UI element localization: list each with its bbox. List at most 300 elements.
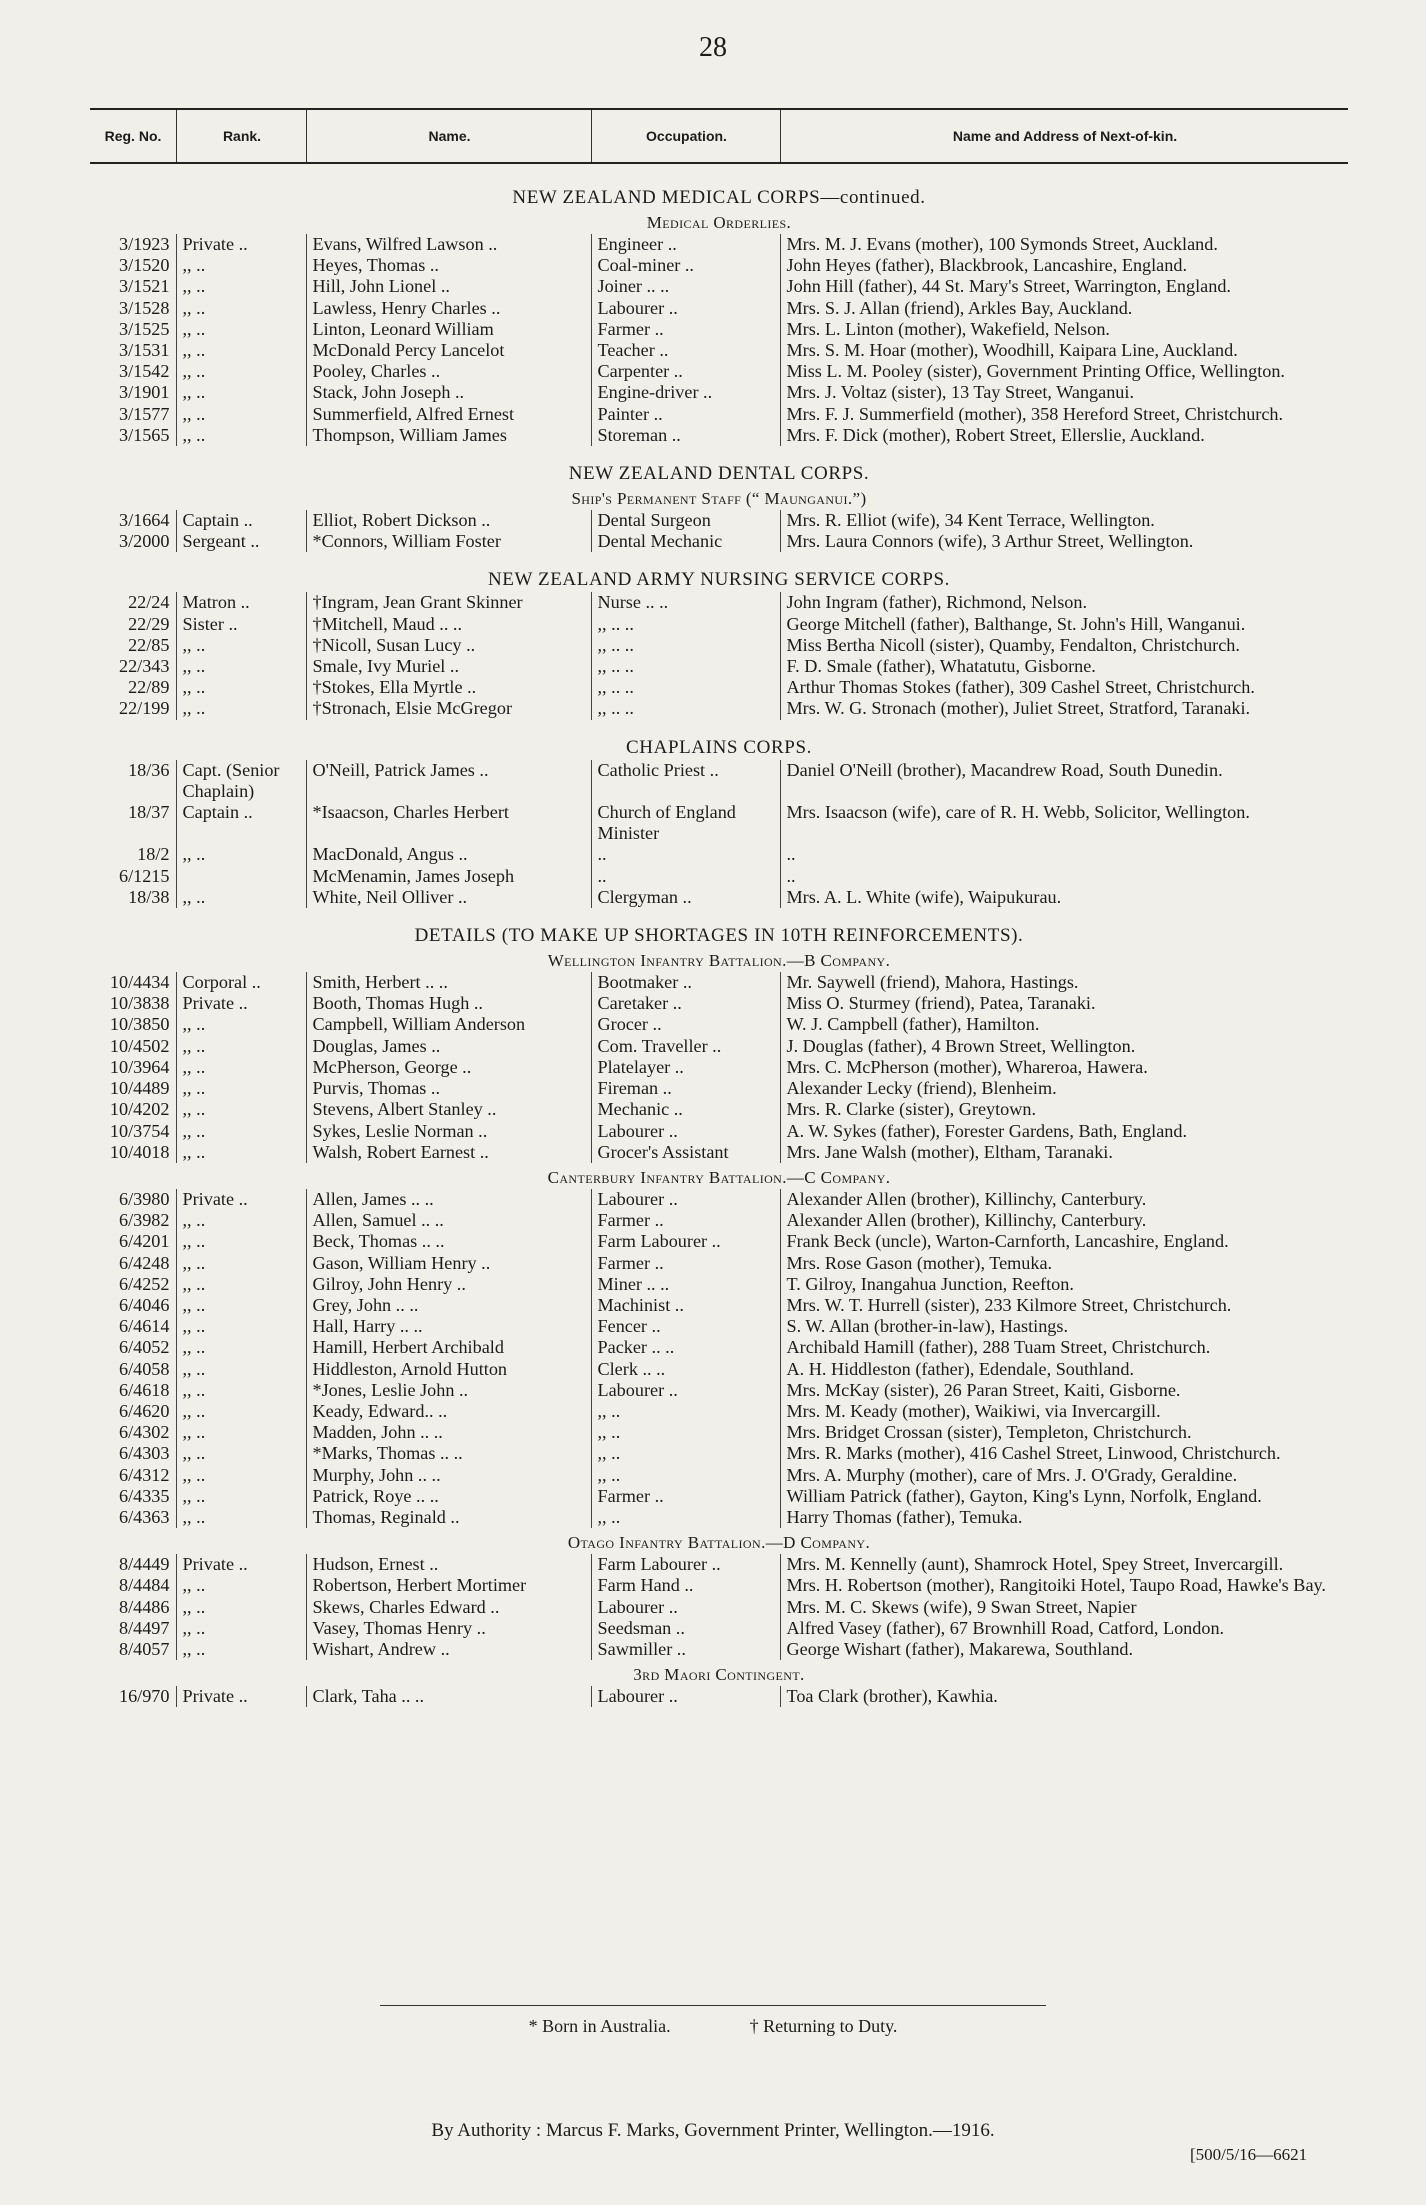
reg-no-cell: 8/4486 bbox=[118, 1596, 170, 1617]
rank-cell: ,, .. bbox=[176, 404, 306, 425]
name-cell: Keady, Edward.. .. bbox=[306, 1401, 591, 1422]
rank-cell: ,, .. bbox=[176, 1099, 306, 1120]
next-of-kin-cell: Mrs. W. G. Stronach (mother), Juliet Street, Stratford, Taranaki. bbox=[780, 698, 1348, 719]
reg-no-cell: 10/4489 bbox=[109, 1078, 170, 1099]
rank-cell bbox=[176, 866, 306, 887]
occupation-cell: Farm Hand .. bbox=[591, 1575, 780, 1596]
section-title: DETAILS (TO MAKE UP SHORTAGES IN 10TH REINFORCEMENTS). bbox=[414, 925, 1024, 947]
next-of-kin-cell: Mrs. Jane Walsh (mother), Eltham, Taranaki. bbox=[780, 1142, 1348, 1163]
section-title: CHAPLAINS CORPS. bbox=[626, 736, 812, 758]
header-rank: Rank. bbox=[176, 110, 307, 162]
next-of-kin-cell: S. W. Allan (brother-in-law), Hastings. bbox=[780, 1316, 1348, 1337]
table-row bbox=[90, 1337, 1348, 1358]
table-row bbox=[90, 1231, 1348, 1252]
roll-section bbox=[90, 186, 1348, 446]
header-next-of-kin: Name and Address of Next-of-kin. bbox=[780, 110, 1349, 162]
roll-table bbox=[90, 972, 1348, 1163]
reg-no-cell: 18/36 bbox=[128, 759, 170, 780]
table-row bbox=[90, 1078, 1348, 1099]
rank-cell: Private .. bbox=[176, 993, 306, 1014]
reg-no-cell: 10/3850 bbox=[109, 1014, 170, 1035]
reg-no-cell: 6/4046 bbox=[118, 1294, 170, 1315]
occupation-cell: Church of England Minister bbox=[591, 802, 780, 844]
name-cell: Hall, Harry .. .. bbox=[306, 1316, 591, 1337]
next-of-kin-cell: Mrs. A. L. White (wife), Waipukurau. bbox=[780, 887, 1348, 908]
occupation-cell: Grocer's Assistant bbox=[591, 1142, 780, 1163]
table-row bbox=[90, 1686, 1348, 1707]
section-subtitle: Wellington Infantry Battalion.—B Company. bbox=[547, 951, 891, 971]
next-of-kin-cell: Frank Beck (uncle), Warton-Carnforth, Lancashire, England. bbox=[780, 1231, 1348, 1252]
next-of-kin-cell: Mrs. R. Clarke (sister), Greytown. bbox=[780, 1099, 1348, 1120]
table-row bbox=[90, 802, 1348, 844]
occupation-cell: Catholic Priest .. bbox=[591, 760, 780, 802]
name-cell: Robertson, Herbert Mortimer bbox=[306, 1575, 591, 1596]
table-row bbox=[90, 1189, 1348, 1210]
roll-section bbox=[90, 1664, 1348, 1707]
table-row bbox=[90, 614, 1348, 635]
header-occupation: Occupation. bbox=[591, 110, 781, 162]
next-of-kin-cell: .. bbox=[780, 866, 1348, 887]
next-of-kin-cell: Daniel O'Neill (brother), Macandrew Road, South Dunedin. bbox=[780, 760, 1348, 802]
next-of-kin-cell: Mrs. M. Kennelly (aunt), Shamrock Hotel, Spey Street, Invercargill. bbox=[780, 1554, 1348, 1575]
next-of-kin-cell: Mrs. R. Elliot (wife), 34 Kent Terrace, Wellington. bbox=[780, 510, 1348, 531]
occupation-cell: Storeman .. bbox=[591, 425, 780, 446]
table-row bbox=[90, 425, 1348, 446]
table-row bbox=[90, 531, 1348, 552]
occupation-cell: Caretaker .. bbox=[591, 993, 780, 1014]
next-of-kin-cell: Toa Clark (brother), Kawhia. bbox=[780, 1686, 1348, 1707]
reg-no-cell: 6/4302 bbox=[118, 1422, 170, 1443]
rank-cell: ,, .. bbox=[176, 1486, 306, 1507]
reg-no-cell: 10/4434 bbox=[109, 972, 170, 993]
next-of-kin-cell: Alexander Allen (brother), Killinchy, Canterbury. bbox=[780, 1189, 1348, 1210]
occupation-cell: Labourer .. bbox=[591, 1686, 780, 1707]
reg-no-cell: 22/89 bbox=[128, 677, 170, 698]
next-of-kin-cell: Harry Thomas (father), Temuka. bbox=[780, 1507, 1348, 1528]
roll-table bbox=[90, 1554, 1348, 1660]
reg-no-cell: 18/37 bbox=[128, 802, 170, 823]
roll-table bbox=[90, 1686, 1348, 1707]
occupation-cell: Clergyman .. bbox=[591, 887, 780, 908]
rank-cell: ,, .. bbox=[176, 276, 306, 297]
rank-cell: ,, .. bbox=[176, 1057, 306, 1078]
rank-cell: ,, .. bbox=[176, 635, 306, 656]
rank-cell: ,, .. bbox=[176, 1380, 306, 1401]
reg-no-cell: 6/1215 bbox=[118, 865, 170, 886]
table-row bbox=[90, 1099, 1348, 1120]
reg-no-cell: 6/4335 bbox=[118, 1485, 170, 1506]
occupation-cell: Packer .. .. bbox=[591, 1337, 780, 1358]
rank-cell: Private .. bbox=[176, 1189, 306, 1210]
table-row bbox=[90, 635, 1348, 656]
next-of-kin-cell: Miss O. Sturmey (friend), Patea, Taranaki. bbox=[780, 993, 1348, 1014]
name-cell: Douglas, James .. bbox=[306, 1036, 591, 1057]
section-subtitle: Canterbury Infantry Battalion.—C Company. bbox=[547, 1167, 891, 1187]
roll-section bbox=[90, 1532, 1348, 1660]
table-row bbox=[90, 1465, 1348, 1486]
rank-cell: ,, .. bbox=[176, 298, 306, 319]
occupation-cell: Platelayer .. bbox=[591, 1057, 780, 1078]
rank-cell: Private .. bbox=[176, 1554, 306, 1575]
reg-no-cell: 3/1542 bbox=[118, 361, 170, 382]
next-of-kin-cell: Mrs. W. T. Hurrell (sister), 233 Kilmore Street, Christchurch. bbox=[780, 1295, 1348, 1316]
name-cell: Purvis, Thomas .. bbox=[306, 1078, 591, 1099]
next-of-kin-cell: Mrs. A. Murphy (mother), care of Mrs. J. O'Grady, Geraldine. bbox=[780, 1465, 1348, 1486]
next-of-kin-cell: John Heyes (father), Blackbrook, Lancashire, England. bbox=[780, 255, 1348, 276]
rank-cell: ,, .. bbox=[176, 1231, 306, 1252]
name-cell: Hiddleston, Arnold Hutton bbox=[306, 1359, 591, 1380]
occupation-cell: Seedsman .. bbox=[591, 1618, 780, 1639]
table-row bbox=[90, 382, 1348, 403]
table-row bbox=[90, 760, 1348, 802]
occupation-cell: ,, .. .. bbox=[591, 677, 780, 698]
occupation-cell: Labourer .. bbox=[591, 1121, 780, 1142]
next-of-kin-cell: Mrs. M. J. Evans (mother), 100 Symonds Street, Auckland. bbox=[780, 234, 1348, 255]
table-row bbox=[90, 656, 1348, 677]
table-row bbox=[90, 1597, 1348, 1618]
roll-table bbox=[90, 592, 1348, 719]
table-row bbox=[90, 1274, 1348, 1295]
footnotes bbox=[0, 2016, 1426, 2037]
next-of-kin-cell: J. Douglas (father), 4 Brown Street, Wellington. bbox=[780, 1036, 1348, 1057]
reg-no-cell: 3/1520 bbox=[118, 255, 170, 276]
table-row bbox=[90, 1639, 1348, 1660]
table-row bbox=[90, 1618, 1348, 1639]
name-cell: *Connors, William Foster bbox=[306, 531, 591, 552]
reg-no-cell: 6/4201 bbox=[118, 1231, 170, 1252]
next-of-kin-cell: Mrs. S. M. Hoar (mother), Woodhill, Kaipara Line, Auckland. bbox=[780, 340, 1348, 361]
next-of-kin-cell: Arthur Thomas Stokes (father), 309 Cashel Street, Christchurch. bbox=[780, 677, 1348, 698]
next-of-kin-cell: Mrs. Isaacson (wife), care of R. H. Webb, Solicitor, Wellington. bbox=[780, 802, 1348, 844]
next-of-kin-cell: W. J. Campbell (father), Hamilton. bbox=[780, 1014, 1348, 1035]
reg-no-cell: 6/4052 bbox=[118, 1337, 170, 1358]
name-cell: †Stronach, Elsie McGregor bbox=[306, 698, 591, 719]
rank-cell: Capt. (Senior Chaplain) bbox=[176, 760, 306, 802]
rank-cell: ,, .. bbox=[176, 677, 306, 698]
name-cell: Linton, Leonard William bbox=[306, 319, 591, 340]
section-subtitle: Ship's Permanent Staff (“ Maunganui.”) bbox=[571, 489, 867, 509]
rank-cell: Corporal .. bbox=[176, 972, 306, 993]
section-title: NEW ZEALAND ARMY NURSING SERVICE CORPS. bbox=[487, 569, 951, 591]
occupation-cell: Dental Surgeon bbox=[591, 510, 780, 531]
reg-no-cell: 10/3964 bbox=[109, 1056, 170, 1077]
occupation-cell: Farmer .. bbox=[591, 1210, 780, 1231]
print-code: [500/5/16—6621 bbox=[1190, 2145, 1308, 2164]
table-row bbox=[90, 1575, 1348, 1596]
table-row bbox=[90, 404, 1348, 425]
next-of-kin-cell: .. bbox=[780, 844, 1348, 865]
table-row bbox=[90, 1121, 1348, 1142]
footnote-born-australia: * Born in Australia. bbox=[528, 2016, 671, 2036]
table-row bbox=[90, 276, 1348, 297]
rank-cell: ,, .. bbox=[176, 425, 306, 446]
next-of-kin-cell: Mrs. J. Voltaz (sister), 13 Tay Street, Wanganui. bbox=[780, 382, 1348, 403]
next-of-kin-cell: Miss L. M. Pooley (sister), Government Printing Office, Wellington. bbox=[780, 361, 1348, 382]
reg-no-cell: 18/38 bbox=[128, 886, 170, 907]
occupation-cell: Machinist .. bbox=[591, 1295, 780, 1316]
reg-no-cell: 6/3982 bbox=[118, 1210, 170, 1231]
reg-no-cell: 6/4312 bbox=[118, 1464, 170, 1485]
table-row bbox=[90, 1014, 1348, 1035]
name-cell: Campbell, William Anderson bbox=[306, 1014, 591, 1035]
section-subtitle: 3rd Maori Contingent. bbox=[633, 1665, 805, 1685]
next-of-kin-cell: John Ingram (father), Richmond, Nelson. bbox=[780, 592, 1348, 613]
rank-cell: ,, .. bbox=[176, 1422, 306, 1443]
next-of-kin-cell: Miss Bertha Nicoll (sister), Quamby, Fendalton, Christchurch. bbox=[780, 635, 1348, 656]
table-row bbox=[90, 1295, 1348, 1316]
name-cell: †Nicoll, Susan Lucy .. bbox=[306, 635, 591, 656]
reg-no-cell: 22/199 bbox=[118, 698, 170, 719]
name-cell: Gilroy, John Henry .. bbox=[306, 1274, 591, 1295]
reg-no-cell: 6/4614 bbox=[118, 1316, 170, 1337]
name-cell: Walsh, Robert Earnest .. bbox=[306, 1142, 591, 1163]
rank-cell: ,, .. bbox=[176, 319, 306, 340]
rank-cell: ,, .. bbox=[176, 1597, 306, 1618]
table-row bbox=[90, 1316, 1348, 1337]
occupation-cell: Engineer .. bbox=[591, 234, 780, 255]
occupation-cell: Bootmaker .. bbox=[591, 972, 780, 993]
name-cell: MacDonald, Angus .. bbox=[306, 844, 591, 865]
name-cell: Murphy, John .. .. bbox=[306, 1465, 591, 1486]
table-row bbox=[90, 1036, 1348, 1057]
roll-section bbox=[90, 736, 1348, 908]
table-row bbox=[90, 698, 1348, 719]
occupation-cell: Farm Labourer .. bbox=[591, 1554, 780, 1575]
reg-no-cell: 18/2 bbox=[137, 844, 170, 865]
name-cell: Allen, Samuel .. .. bbox=[306, 1210, 591, 1231]
rank-cell: ,, .. bbox=[176, 1295, 306, 1316]
reg-no-cell: 10/3838 bbox=[109, 993, 170, 1014]
occupation-cell: Farm Labourer .. bbox=[591, 1231, 780, 1252]
next-of-kin-cell: Mrs. M. C. Skews (wife), 9 Swan Street, Napier bbox=[780, 1597, 1348, 1618]
reg-no-cell: 6/4303 bbox=[118, 1443, 170, 1464]
occupation-cell: Dental Mechanic bbox=[591, 531, 780, 552]
table-row bbox=[90, 1507, 1348, 1528]
name-cell: Hudson, Ernest .. bbox=[306, 1554, 591, 1575]
reg-no-cell: 3/1664 bbox=[118, 510, 170, 531]
table-row bbox=[90, 1554, 1348, 1575]
occupation-cell: Grocer .. bbox=[591, 1014, 780, 1035]
table-row bbox=[90, 298, 1348, 319]
next-of-kin-cell: Mrs. S. J. Allan (friend), Arkles Bay, Auckland. bbox=[780, 298, 1348, 319]
table-row bbox=[90, 1486, 1348, 1507]
rank-cell: ,, .. bbox=[176, 361, 306, 382]
occupation-cell: ,, .. .. bbox=[591, 656, 780, 677]
rank-cell: Private .. bbox=[176, 234, 306, 255]
name-cell: Gason, William Henry .. bbox=[306, 1253, 591, 1274]
name-cell: Allen, James .. .. bbox=[306, 1189, 591, 1210]
name-cell: Elliot, Robert Dickson .. bbox=[306, 510, 591, 531]
table-row bbox=[90, 1359, 1348, 1380]
occupation-cell: ,, .. bbox=[591, 1465, 780, 1486]
rank-cell: Sister .. bbox=[176, 614, 306, 635]
next-of-kin-cell: Mrs. F. Dick (mother), Robert Street, Ellerslie, Auckland. bbox=[780, 425, 1348, 446]
next-of-kin-cell: Mrs. C. McPherson (mother), Whareroa, Hawera. bbox=[780, 1057, 1348, 1078]
table-row bbox=[90, 844, 1348, 865]
table-row bbox=[90, 1380, 1348, 1401]
occupation-cell: ,, .. .. bbox=[591, 614, 780, 635]
table-row bbox=[90, 1443, 1348, 1464]
rank-cell: ,, .. bbox=[176, 1210, 306, 1231]
reg-no-cell: 6/4620 bbox=[118, 1400, 170, 1421]
next-of-kin-cell: Mrs. M. Keady (mother), Waikiwi, via Invercargill. bbox=[780, 1401, 1348, 1422]
rank-cell: Private .. bbox=[176, 1686, 306, 1707]
name-cell: White, Neil Olliver .. bbox=[306, 887, 591, 908]
section-title: NEW ZEALAND DENTAL CORPS. bbox=[568, 463, 870, 485]
name-cell: Clark, Taha .. .. bbox=[306, 1686, 591, 1707]
next-of-kin-cell: George Wishart (father), Makarewa, Southland. bbox=[780, 1639, 1348, 1660]
occupation-cell: ,, .. bbox=[591, 1507, 780, 1528]
section-subtitle: Otago Infantry Battalion.—D Company. bbox=[567, 1533, 871, 1553]
reg-no-cell: 8/4449 bbox=[118, 1554, 170, 1575]
occupation-cell: ,, .. .. bbox=[591, 698, 780, 719]
roll-section bbox=[90, 924, 1348, 1163]
reg-no-cell: 3/1528 bbox=[118, 297, 170, 318]
next-of-kin-cell: A. W. Sykes (father), Forester Gardens, Bath, England. bbox=[780, 1121, 1348, 1142]
rank-cell: ,, .. bbox=[176, 887, 306, 908]
table-row bbox=[90, 1210, 1348, 1231]
name-cell: Grey, John .. .. bbox=[306, 1295, 591, 1316]
reg-no-cell: 3/1923 bbox=[118, 234, 170, 254]
name-cell: Lawless, Henry Charles .. bbox=[306, 298, 591, 319]
reg-no-cell: 10/3754 bbox=[109, 1120, 170, 1141]
reg-no-cell: 3/1565 bbox=[118, 424, 170, 445]
occupation-cell: ,, .. bbox=[591, 1422, 780, 1443]
reg-no-cell: 6/3980 bbox=[118, 1188, 170, 1209]
name-cell: Beck, Thomas .. .. bbox=[306, 1231, 591, 1252]
reg-no-cell: 10/4202 bbox=[109, 1099, 170, 1120]
occupation-cell: ,, .. bbox=[591, 1443, 780, 1464]
occupation-cell: Labourer .. bbox=[591, 1597, 780, 1618]
next-of-kin-cell: Mrs. McKay (sister), 26 Paran Street, Kaiti, Gisborne. bbox=[780, 1380, 1348, 1401]
reg-no-cell: 10/4018 bbox=[109, 1141, 170, 1162]
table-row bbox=[90, 866, 1348, 887]
name-cell: †Stokes, Ella Myrtle .. bbox=[306, 677, 591, 698]
column-header-row bbox=[90, 108, 1348, 164]
next-of-kin-cell: Mrs. F. J. Summerfield (mother), 358 Hereford Street, Christchurch. bbox=[780, 404, 1348, 425]
name-cell: †Ingram, Jean Grant Skinner bbox=[306, 592, 591, 613]
rank-cell: ,, .. bbox=[176, 1465, 306, 1486]
reg-no-cell: 22/24 bbox=[128, 592, 170, 613]
reg-no-cell: 3/1577 bbox=[118, 403, 170, 424]
next-of-kin-cell: Alfred Vasey (father), 67 Brownhill Road, Catford, London. bbox=[780, 1618, 1348, 1639]
next-of-kin-cell: F. D. Smale (father), Whatatutu, Gisborne. bbox=[780, 656, 1348, 677]
next-of-kin-cell: William Patrick (father), Gayton, King's Lynn, Norfolk, England. bbox=[780, 1486, 1348, 1507]
occupation-cell: Fencer .. bbox=[591, 1316, 780, 1337]
reg-no-cell: 6/4618 bbox=[118, 1379, 170, 1400]
next-of-kin-cell: Mrs. R. Marks (mother), 416 Cashel Street, Linwood, Christchurch. bbox=[780, 1443, 1348, 1464]
name-cell: Madden, John .. .. bbox=[306, 1422, 591, 1443]
rank-cell: ,, .. bbox=[176, 844, 306, 865]
name-cell: *Jones, Leslie John .. bbox=[306, 1380, 591, 1401]
occupation-cell: ,, .. bbox=[591, 1401, 780, 1422]
rank-cell: ,, .. bbox=[176, 1507, 306, 1528]
name-cell: Summerfield, Alfred Ernest bbox=[306, 404, 591, 425]
roll-section bbox=[90, 462, 1348, 552]
name-cell: †Mitchell, Maud .. .. bbox=[306, 614, 591, 635]
reg-no-cell: 6/4252 bbox=[118, 1273, 170, 1294]
footnote-returning: † Returning to Duty. bbox=[749, 2016, 898, 2036]
name-cell: Smith, Herbert .. .. bbox=[306, 972, 591, 993]
table-row bbox=[90, 1422, 1348, 1443]
occupation-cell: Labourer .. bbox=[591, 1380, 780, 1401]
name-cell: Wishart, Andrew .. bbox=[306, 1639, 591, 1660]
rank-cell: Captain .. bbox=[176, 802, 306, 844]
name-cell: O'Neill, Patrick James .. bbox=[306, 760, 591, 802]
printer-imprint: By Authority : Marcus F. Marks, Government Printer, Wellington.—1916. bbox=[431, 2120, 995, 2141]
header-name: Name. bbox=[306, 110, 592, 162]
rank-cell: ,, .. bbox=[176, 1274, 306, 1295]
name-cell: McPherson, George .. bbox=[306, 1057, 591, 1078]
page-number: 28 bbox=[699, 32, 727, 63]
rank-cell: ,, .. bbox=[176, 1316, 306, 1337]
table-row bbox=[90, 319, 1348, 340]
next-of-kin-cell: John Hill (father), 44 St. Mary's Street, Warrington, England. bbox=[780, 276, 1348, 297]
name-cell: Heyes, Thomas .. bbox=[306, 255, 591, 276]
rank-cell: ,, .. bbox=[176, 340, 306, 361]
name-cell: Sykes, Leslie Norman .. bbox=[306, 1121, 591, 1142]
roll-table bbox=[90, 1189, 1348, 1528]
rank-cell: ,, .. bbox=[176, 1639, 306, 1660]
rank-cell: ,, .. bbox=[176, 255, 306, 276]
rank-cell: ,, .. bbox=[176, 1575, 306, 1596]
occupation-cell: Labourer .. bbox=[591, 298, 780, 319]
name-cell: McDonald Percy Lancelot bbox=[306, 340, 591, 361]
name-cell: Vasey, Thomas Henry .. bbox=[306, 1618, 591, 1639]
rank-cell: Sergeant .. bbox=[176, 531, 306, 552]
section-title: NEW ZEALAND MEDICAL CORPS—continued. bbox=[512, 187, 926, 208]
reg-no-cell: 3/1901 bbox=[118, 382, 170, 403]
next-of-kin-cell: Mrs. Bridget Crossan (sister), Templeton, Christchurch. bbox=[780, 1422, 1348, 1443]
name-cell: Pooley, Charles .. bbox=[306, 361, 591, 382]
table-row bbox=[90, 361, 1348, 382]
roll-section bbox=[90, 1167, 1348, 1528]
occupation-cell: Painter .. bbox=[591, 404, 780, 425]
reg-no-cell: 8/4057 bbox=[118, 1638, 170, 1659]
rank-cell: ,, .. bbox=[176, 1359, 306, 1380]
rank-cell: ,, .. bbox=[176, 1142, 306, 1163]
rank-cell: ,, .. bbox=[176, 1078, 306, 1099]
next-of-kin-cell: Mr. Saywell (friend), Mahora, Hastings. bbox=[780, 972, 1348, 993]
rank-cell: ,, .. bbox=[176, 1443, 306, 1464]
table-row bbox=[90, 234, 1348, 255]
name-cell: Stevens, Albert Stanley .. bbox=[306, 1099, 591, 1120]
reg-no-cell: 6/4248 bbox=[118, 1252, 170, 1273]
occupation-cell: Sawmiller .. bbox=[591, 1639, 780, 1660]
rank-cell: ,, .. bbox=[176, 698, 306, 719]
next-of-kin-cell: Mrs. L. Linton (mother), Wakefield, Nelson. bbox=[780, 319, 1348, 340]
table-row bbox=[90, 1057, 1348, 1078]
name-cell: Thompson, William James bbox=[306, 425, 591, 446]
table-row bbox=[90, 1142, 1348, 1163]
reg-no-cell: 16/970 bbox=[118, 1686, 170, 1707]
occupation-cell: Farmer .. bbox=[591, 319, 780, 340]
rank-cell: Captain .. bbox=[176, 510, 306, 531]
name-cell: Hamill, Herbert Archibald bbox=[306, 1337, 591, 1358]
reg-no-cell: 3/1521 bbox=[118, 276, 170, 297]
name-cell: Skews, Charles Edward .. bbox=[306, 1597, 591, 1618]
rank-cell: ,, .. bbox=[176, 1618, 306, 1639]
roll-section bbox=[90, 568, 1348, 719]
name-cell: Booth, Thomas Hugh .. bbox=[306, 993, 591, 1014]
next-of-kin-cell: Mrs. Rose Gason (mother), Temuka. bbox=[780, 1253, 1348, 1274]
occupation-cell: Coal-miner .. bbox=[591, 255, 780, 276]
name-cell: Evans, Wilfred Lawson .. bbox=[306, 234, 591, 255]
name-cell: Hill, John Lionel .. bbox=[306, 276, 591, 297]
section-subtitle: Medical Orderlies. bbox=[646, 213, 792, 232]
table-row bbox=[90, 340, 1348, 361]
occupation-cell: .. bbox=[591, 866, 780, 887]
